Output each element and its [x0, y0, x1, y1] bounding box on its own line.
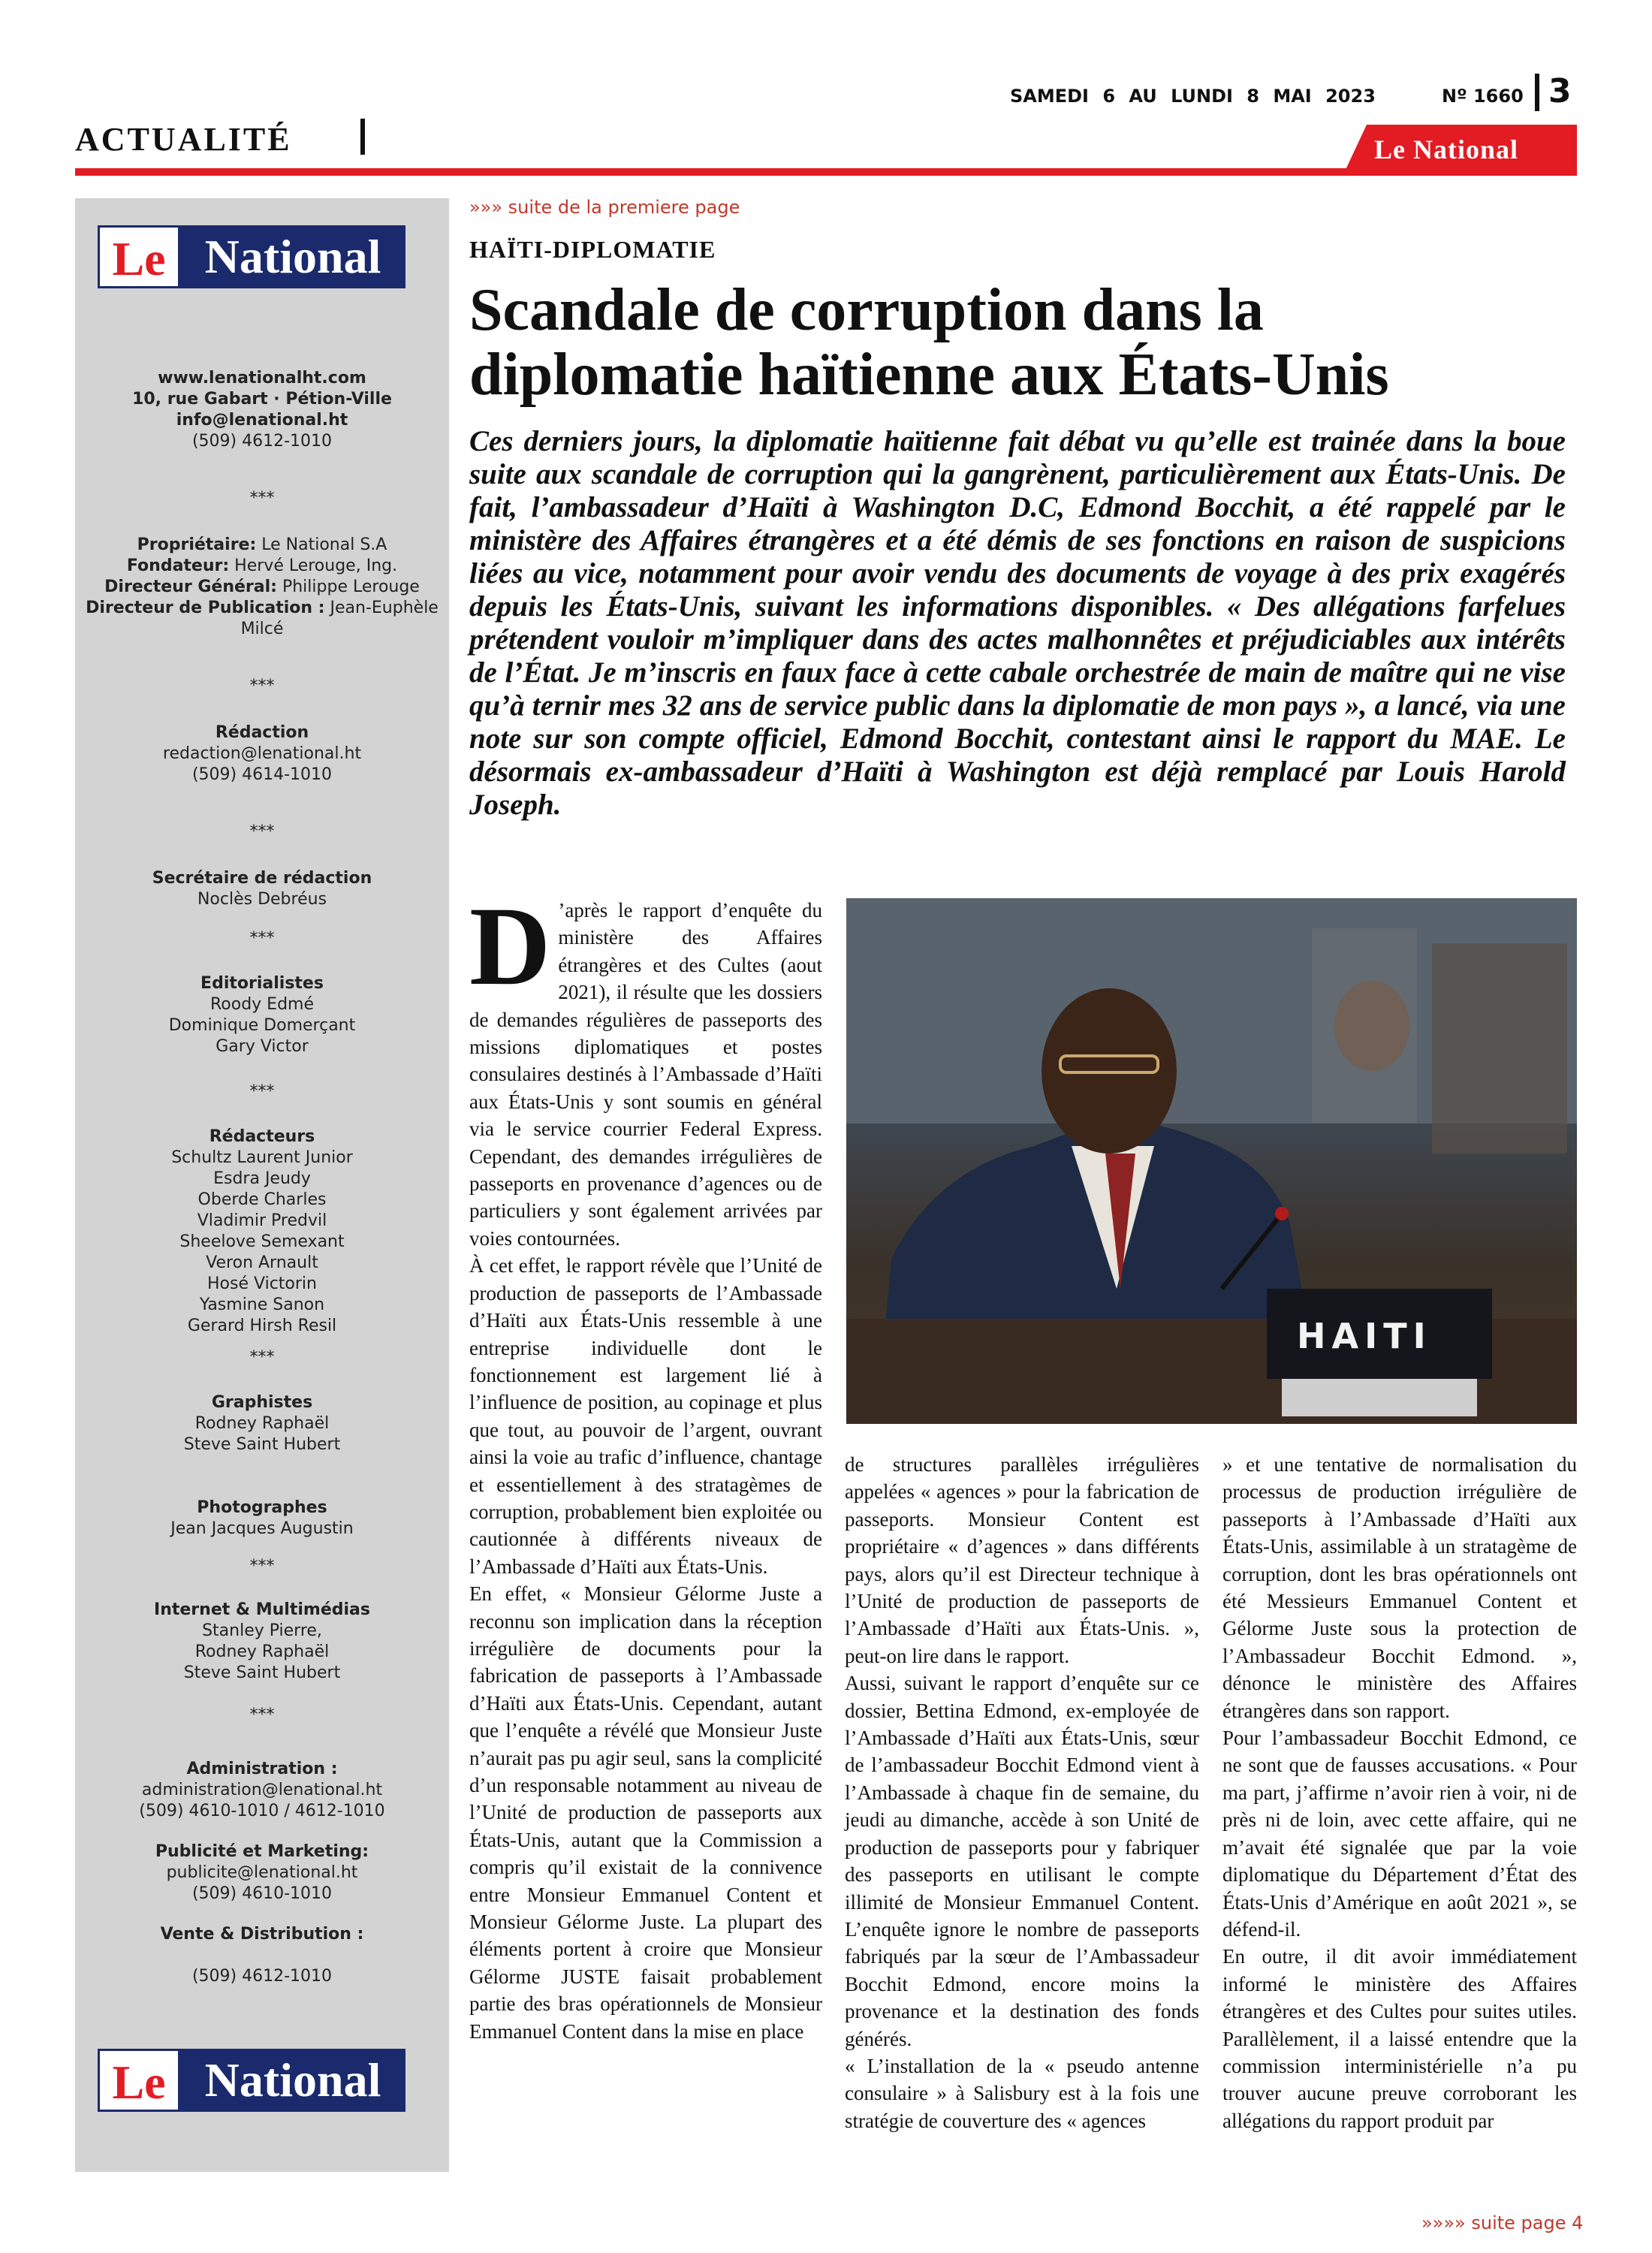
administration-block — [75, 1759, 449, 1822]
paragraph: ’après le rapport d’enquête du ministère des Affaires étrangères et des Cultes (aout 2021), il résulte que les dossiers de demandes régulières de passeports des missions diplomatiques et postes consulaires destinés à l’Ambassade d’Haïti aux États-Unis y sont soumis en général via le service courrier Federal Express. Cependant, des demandes irrégulières de passeports en provenance d’agences ou de particuliers y sont également arrivées par voies contournées. — [469, 899, 822, 1250]
website-link[interactable]: www.lenationalht.com — [158, 369, 366, 388]
ownership-block — [75, 535, 449, 640]
logo-national: National — [180, 2049, 405, 2112]
separator-stars: *** — [249, 1557, 275, 1576]
redaction-email[interactable]: redaction@lenational.ht — [162, 744, 362, 763]
contact-block — [75, 368, 449, 452]
separator-stars: *** — [249, 822, 275, 841]
separator-stars: *** — [249, 929, 275, 948]
address: 10, rue Gabart · Pétion-Ville — [132, 390, 392, 409]
graphics-block — [75, 1392, 449, 1455]
page-number: 3 — [1548, 72, 1572, 110]
secretary-block — [75, 868, 449, 910]
writers-label: Rédacteurs — [209, 1127, 315, 1146]
drop-cap: D — [469, 884, 551, 1009]
writer-name: Schultz Laurent Junior — [171, 1148, 353, 1167]
publisher-label: Directeur de Publication : — [86, 599, 325, 617]
editorialists-label: Editorialistes — [200, 974, 324, 993]
writer-name: Yasmine Sanon — [199, 1295, 325, 1314]
paragraph: de structures parallèles irrégulières appelées « agences » pour la fabrication de passeports. Monsieur Content est propriétaire « d’agences » dans différents pays, alors qu’il est Directeur technique à l’Unité de production de passeports de l’Ambassade d’Haïti aux États-Unis. », peut-on lire dans le rapport. — [845, 1453, 1199, 1667]
graphics-name: Steve Saint Hubert — [183, 1435, 341, 1454]
photographer-name: Jean Jacques Augustin — [170, 1519, 354, 1538]
ads-label: Publicité et Marketing: — [155, 1842, 369, 1861]
continued-on-link[interactable]: »»»» suite page 4 — [1421, 2212, 1584, 2233]
writers-block — [75, 1126, 449, 1337]
editorialists-block — [75, 973, 449, 1057]
body-column-1 — [469, 884, 822, 2045]
separator-stars: *** — [249, 1082, 275, 1101]
internet-name: Rodney Raphaël — [194, 1642, 330, 1661]
photo-illustration — [846, 898, 1577, 1424]
paragraph: « L’installation de la « pseudo antenne consulaire » à Salisbury est à la fois une stratégie de couverture des « agences — [845, 2054, 1199, 2132]
editorialist-name: Roody Edmé — [210, 995, 315, 1014]
writer-name: Vladimir Predvil — [197, 1211, 327, 1230]
editorialist-name: Dominique Domerçant — [168, 1016, 356, 1035]
separator-stars: *** — [249, 1706, 275, 1724]
article-lede: Ces derniers jours, la diplomatie haïtienne fait débat vu qu’elle est trainée dans la boue suite aux scandale de corruption qui la gangrènent, particulièrement aux États-Unis. De fait, l’ambassadeur d’Haïti à Washington D.C, Edmond Bocchit, a été rappelé par le ministère des Affaires étrangères et a été démis de ses fonctions en raison de suspicions liées au vice, notamment pour avoir vendu des documents de voyage à des prix exagérés depuis les États-Unis, suivant les informations disponibles. « Des allégations farfelues prétendent vouloir m’impliquer dans des actes malhonnêtes et préjudiciables aux intérêts de l’État. Je m’inscris en faux face à cette cabale orchestrée de main de maître qui ne vise qu’à ternir mes 32 ans de service public dans la diplomatie de mon pays », a lancé, via une note sur son compte officiel, Edmond Bocchit, contestant ainsi le rapport du MAE. Le désormais ex-ambassadeur d’Haïti à Washington est déjà remplacé par Louis Harold Joseph. — [469, 425, 1566, 821]
owner-value: Le National S.A — [261, 535, 387, 554]
secretary-label: Secrétaire de rédaction — [152, 869, 372, 888]
redaction-phone: (509) 4614-1010 — [191, 765, 333, 784]
internet-name: Stanley Pierre, — [202, 1621, 322, 1640]
owner-label: Propriétaire: — [137, 535, 257, 554]
publisher-value: Jean-Euphèle Milcé — [240, 599, 439, 638]
writer-name: Esdra Jeudy — [213, 1169, 311, 1188]
issue-number: Nº 1660 — [1442, 86, 1524, 107]
director-value: Philippe Lerouge — [282, 578, 420, 596]
redaction-label: Rédaction — [215, 723, 309, 742]
director-label: Directeur Général: — [104, 578, 277, 596]
advertising-block — [75, 1841, 449, 1905]
internet-name: Steve Saint Hubert — [183, 1663, 341, 1682]
writer-name: Hosé Victorin — [207, 1274, 317, 1293]
masthead-sidebar — [75, 198, 449, 2172]
writer-name: Veron Arnault — [206, 1253, 318, 1272]
separator-stars: *** — [249, 677, 275, 695]
editorialist-name: Gary Victor — [216, 1037, 309, 1056]
newspaper-logo-bottom — [98, 2049, 405, 2112]
redaction-block — [75, 722, 449, 786]
paragraph: » et une tentative de normalisation du processus de production irrégulière de passeports à l’Ambassade d’Haïti aux États-Unis, assimilable à un stratagème de corruption, dont les bras opérationnels ont été Messieurs Emmanuel Content et Gélorme Juste sous la protection de l’Ambassadeur Bocchit Edmond. », dénonce le ministère des Affaires étrangères dans son rapport. — [1222, 1453, 1577, 1722]
logo-national: National — [180, 225, 405, 288]
paragraph: En effet, « Monsieur Gélorme Juste a reconnu son implication dans la réception irrégulière de documents pour la fabrication de passeports à l’Ambassade d’Haïti aux États-Unis. Cependant, autant que l’enquête a révélé que Monsieur Juste n’aurait pas pu agir seul, sans la complicité d’un responsable notamment au niveau de l’Unité de production de passeports aux États-Unis, autant que la Commission a compris qu’il existait de la connivence entre Monsieur Emmanuel Content et Monsieur Gélorme Juste. La plupart des éléments portent à croire que Monsieur Gélorme JUSTE faisait probablement partie des bras opérationnels de Monsieur Emmanuel Content dans la mise en place — [469, 1582, 822, 2043]
article-headline — [469, 278, 1581, 407]
paragraph: Pour l’ambassadeur Bocchit Edmond, ce ne sont que de fausses accusations. « Pour ma part, j’affirme n’avoir rien à voir, ni de près ni de loin, avec cette affaire, qui ne m’avait été signalée que par la voie diplomatique du Département d’État des États-Unis d’Amérique en août 2021 », se défend-il. — [1222, 1727, 1577, 1941]
continued-from-note: »»» suite de la premiere page — [469, 197, 740, 218]
writer-name: Sheelove Semexant — [179, 1232, 345, 1251]
secretary-name: Noclès Debréus — [197, 890, 327, 909]
internet-label: Internet & Multimédias — [154, 1600, 370, 1619]
paragraph: À cet effet, le rapport révèle que l’Unité de production de passeports de l’Ambassade d’Haïti aux États-Unis ressemble à une entreprise individuelle dont le fonctionnement est largement lié à l’influence de position, au copinage et plus que tout, au pouvoir de l’argent, ouvrant ainsi la voie au trafic d’influence, chantage et essentiellement à des stratagèmes de corruption, probablement bien exploitée ou cautionnée à différents niveaux de l’Ambassade d’Haïti aux États-Unis. — [469, 1254, 822, 1578]
logo-le: Le — [98, 225, 180, 288]
article-rubric: HAÏTI-DIPLOMATIE — [469, 236, 716, 263]
sales-label: Vente & Distribution : — [160, 1925, 364, 1944]
article-photo — [846, 898, 1577, 1424]
ads-phone: (509) 4610-1010 — [191, 1884, 333, 1903]
headline-line: diplomatie haïtienne aux États-Unis — [469, 342, 1389, 408]
logo-le: Le — [98, 2049, 180, 2112]
admin-phone: (509) 4610-1010 / 4612-1010 — [139, 1802, 385, 1820]
contact-email[interactable]: info@lenational.ht — [176, 411, 348, 430]
page-number-separator — [1535, 74, 1539, 111]
sales-block — [75, 1924, 449, 1987]
separator-stars: *** — [249, 489, 275, 508]
dateline: SAMEDI 6 AU LUNDI 8 MAI 2023 — [1010, 86, 1376, 107]
writer-name: Gerard Hirsh Resil — [187, 1317, 337, 1335]
brand-tab-label: Le National — [1374, 134, 1519, 164]
graphics-label: Graphistes — [211, 1393, 313, 1412]
admin-label: Administration : — [186, 1760, 338, 1778]
body-column-2 — [845, 1451, 1199, 2134]
founder-label: Fondateur: — [126, 556, 230, 575]
admin-email[interactable]: administration@lenational.ht — [141, 1781, 383, 1799]
contact-phone: (509) 4612-1010 — [191, 432, 333, 451]
ads-email[interactable]: publicite@lenational.ht — [166, 1863, 358, 1882]
headline-line: Scandale de corruption dans la — [469, 277, 1264, 343]
newspaper-logo — [98, 225, 405, 288]
paragraph: Aussi, suivant le rapport d’enquête sur ce dossier, Bettina Edmond, ex-employée de l’Ambassade d’Haïti aux États-Unis, sœur de l’ambassadeur Bocchit Edmond vient à l’Ambassade à chaque fin de semaine, du jeudi au dimanche, accède à son Unité de production de passeports pour y fabriquer des passeports en utilisant le compte illimité de Monsieur Emmanuel Content. L’enquête ignore le nombre de passeports fabriqués par la sœur de l’Ambassadeur Bocchit Edmond, encore moins la provenance et la destination des fonds générés. — [845, 1672, 1199, 2050]
photographers-label: Photographes — [197, 1498, 327, 1517]
section-label: ACTUALITÉ — [75, 121, 292, 158]
separator-stars: *** — [249, 1348, 275, 1367]
writer-name: Oberde Charles — [197, 1190, 327, 1209]
sales-phone: (509) 4612-1010 — [191, 1967, 333, 1986]
photographers-block — [75, 1497, 449, 1540]
founder-value: Hervé Lerouge, Ing. — [234, 556, 398, 575]
internet-block — [75, 1600, 449, 1684]
paragraph: En outre, il dit avoir immédiatement informé le ministère des Affaires étrangères et des Cultes pour suites utiles. Parallèlement, il a laissé entendre que la commission interministérielle n’a pu trouver aucune preuve corroborant les allégations du rapport produit par — [1222, 1945, 1577, 2132]
graphics-name: Rodney Raphaël — [194, 1414, 330, 1433]
nameplate-label: HAITI — [1297, 1316, 1432, 1356]
body-column-3 — [1222, 1451, 1577, 2134]
section-separator — [360, 119, 365, 155]
